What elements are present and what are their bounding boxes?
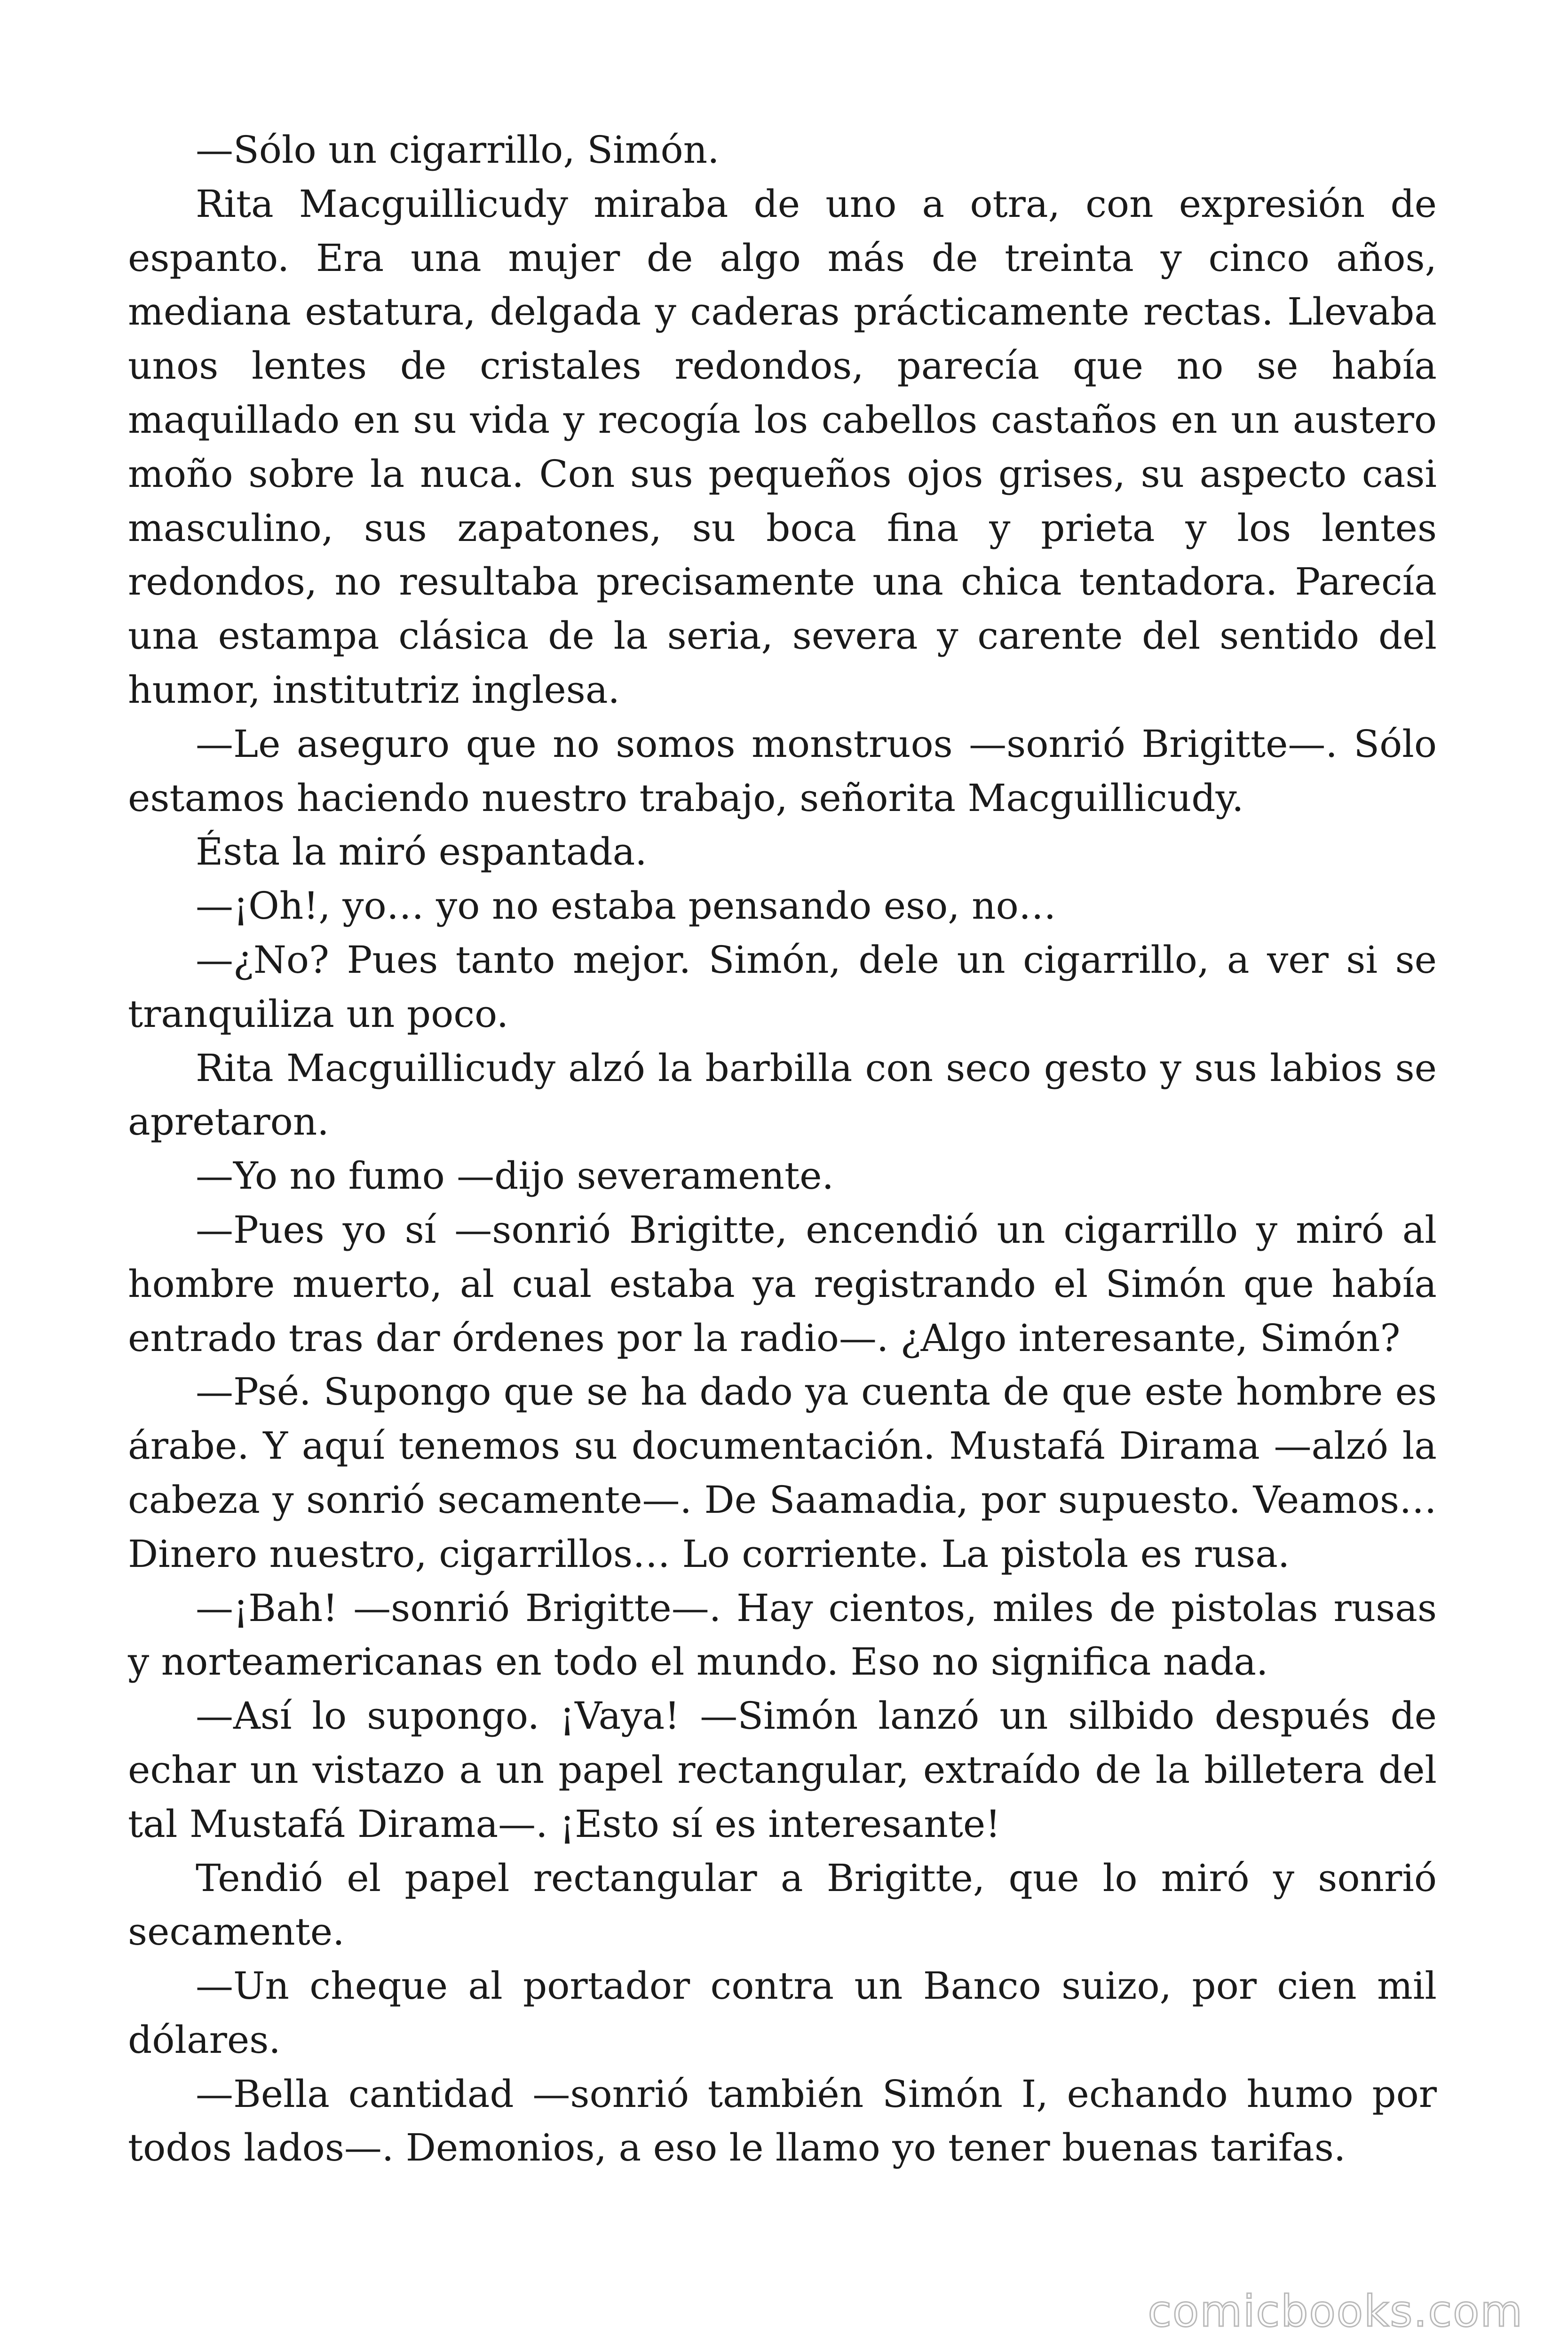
paragraph: —¿No? Pues tanto mejor. Simón, dele un cigarrillo, a ver si se tranquiliza un poco.	[128, 938, 1437, 1036]
paragraph: Rita Macguillicudy miraba de uno a otra, con expresión de espanto. Era una mujer de algo más de treinta y cinco años, mediana estatura, delgada y caderas prácticamente rectas. Llevaba unos lentes de cristales redondos, parecía que no se había maquillado en su vida y recogía los cabellos castaños en un austero moño sobre la nuca. Con sus pequeños ojos grises, su aspecto casi masculino, sus zapatones, su boca fina y prieta y los lentes redondos, no resultaba precisamente una chica tentadora. Parecía una estampa clásica de la seria, severa y carente del sentido del humor, institutriz inglesa.	[128, 182, 1437, 712]
paragraph: —Psé. Supongo que se ha dado ya cuenta de que este hombre es árabe. Y aquí tenemos su documentación. Mustafá Dirama —alzó la cabeza y sonrió secamente—. De Saamadia, por supuesto. Veamos… Dinero nuestro, cigarrillos… Lo corriente. La pistola es rusa.	[128, 1370, 1437, 1576]
paragraph: —Yo no fumo —dijo severamente.	[196, 1154, 834, 1198]
paragraph: —Un cheque al portador contra un Banco suizo, por cien mil dólares.	[128, 1964, 1437, 2062]
paragraph: Ésta la miró espantada.	[196, 830, 647, 874]
paragraph: Tendió el papel rectangular a Brigitte, que lo miró y sonrió secamente.	[128, 1856, 1437, 1954]
paragraph: Rita Macguillicudy alzó la barbilla con seco gesto y sus labios se apretaron.	[128, 1046, 1437, 1144]
watermark: comicbooks.com	[1148, 2286, 1523, 2336]
paragraph: —Bella cantidad —sonrió también Simón I, echando humo por todos lados—. Demonios, a eso le llamo yo tener buenas tarifas.	[128, 2072, 1437, 2170]
body-text	[128, 123, 1437, 2175]
paragraph: —Pues yo sí —sonrió Brigitte, encendió un cigarrillo y miró al hombre muerto, al cual estaba ya registrando el Simón que había entrado tras dar órdenes por la radio—. ¿Algo interesante, Simón?	[128, 1208, 1437, 1360]
paragraph: —Así lo supongo. ¡Vaya! —Simón lanzó un silbido después de echar un vistazo a un papel rectangular, extraído de la billetera del tal Mustafá Dirama—. ¡Esto sí es interesante!	[128, 1694, 1437, 1846]
paragraph: —¡Oh!, yo… yo no estaba pensando eso, no…	[196, 884, 1056, 928]
paragraph: —Le aseguro que no somos monstruos —sonrió Brigitte—. Sólo estamos haciendo nuestro trabajo, señorita Macguillicudy.	[128, 722, 1437, 820]
paragraph: —¡Bah! —sonrió Brigitte—. Hay cientos, miles de pistolas rusas y norteamericanas en todo el mundo. Eso no significa nada.	[128, 1586, 1437, 1684]
paragraph: —Sólo un cigarrillo, Simón.	[196, 128, 720, 172]
